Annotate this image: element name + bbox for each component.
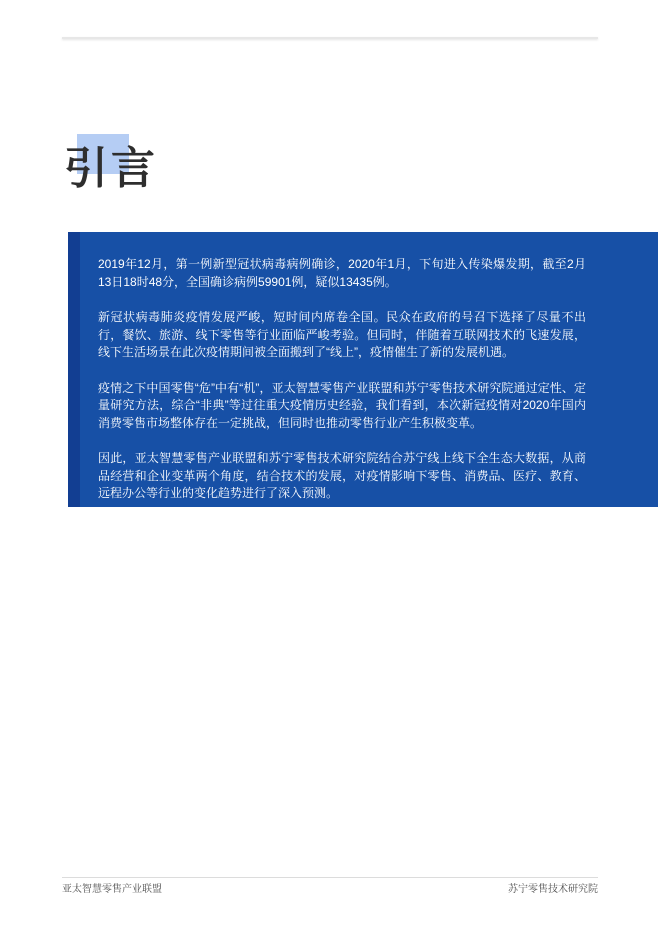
page-title: 引言 xyxy=(64,144,158,193)
footer-divider xyxy=(62,877,598,878)
intro-paragraph-3: 疫情之下中国零售“危”中有“机”，亚太智慧零售产业联盟和苏宁零售技术研究院通过定性、定量研究方法，综合“非典”等过往重大疫情历史经验，我们看到，本次新冠疫情对2020年国内消费零售市场整体存在一定挑战，但同时也推动零售行业产生积极变革。 xyxy=(98,380,586,430)
intro-paragraph-4: 因此，亚太智慧零售产业联盟和苏宁零售技术研究院结合苏宁线上线下全生态大数据，从商品经营和企业变革两个角度，结合技术的发展，对疫情影响下零售、消费品、医疗、教育、远程办公等行业的变化趋势进行了深入预测。 xyxy=(98,451,586,500)
footer-right-org: 苏宁零售技术研究院 xyxy=(508,884,598,895)
intro-panel-left-accent xyxy=(68,232,80,507)
page-footer xyxy=(62,883,598,897)
intro-panel xyxy=(68,232,658,507)
intro-paragraph-1: 2019年12月，第一例新型冠状病毒病例确诊，2020年1月，下旬进入传染爆发期，截至2月13日18时48分，全国确诊病例59901例，疑似13435例。 xyxy=(98,257,586,289)
footer-left-org: 亚太智慧零售产业联盟 xyxy=(62,884,162,895)
intro-paragraph-2: 新冠状病毒肺炎疫情发展严峻，短时间内席卷全国。民众在政府的号召下选择了尽量不出行，餐饮、旅游、线下零售等行业面临严峻考验。但同时，伴随着互联网技术的飞速发展，线下生活场景在此次疫情期间被全面搬到了“线上”，疫情催生了新的发展机遇。 xyxy=(98,310,586,359)
intro-paragraphs xyxy=(98,256,586,503)
top-divider xyxy=(62,37,598,39)
